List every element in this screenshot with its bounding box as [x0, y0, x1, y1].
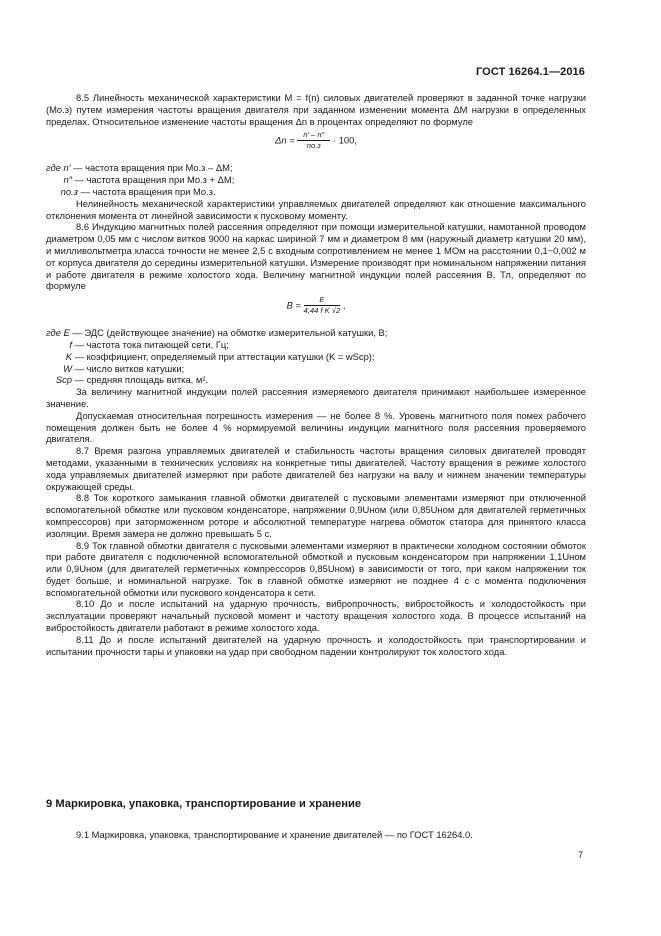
formula-delta-n — [46, 130, 586, 158]
body-text — [46, 92, 586, 657]
formula-lhs: B = — [286, 299, 301, 311]
definition-item — [46, 339, 586, 351]
definition-text: — частота вращения при Mо.з + ΔM; — [72, 174, 235, 186]
paragraph-8-10: 8.10 До и после испытаний на ударную прочность, вибропрочность, вибростойкость и холодостойкость при эксплуатации проверяют начальный пусковой момент и частоту вращения холостого хода. В процессе испытаний на вибростойкость двигатели работают в режиме холостого хода. — [46, 598, 586, 634]
formula-fraction — [297, 130, 330, 151]
paragraph-8-5: 8.5 Линейность механической характеристики M = f(n) силовых двигателей проверяют в заданной точке нагрузки (Mо.з) путем измерения частоты вращения двигателя при заданном изменении момента ΔM нагрузки в определенных пределах. Относительное изменение частоты вращения Δn в процентах определяют по формуле — [46, 92, 586, 127]
paragraph-max-value: За величину магнитной индукции полей рассеяния измеряемого двигателя принимают наибольшее измеренное значение. — [46, 386, 586, 409]
definitions-2 — [46, 327, 586, 386]
paragraph-nonlinearity: Нелинейность механической характеристики управляемых двигателей определяют как отношение максимального отклонения момента от линейной зависимости к пусковому моменту. — [46, 197, 586, 221]
definition-symbol: K — [65, 350, 72, 362]
definition-symbol: W — [63, 362, 72, 374]
definition-symbol: n″ — [63, 174, 72, 186]
document-header: ГОСТ 16264.1—2016 — [475, 66, 585, 78]
paragraph-8-11: 8.11 До и после испытаний двигателей на ударную прочность и холодостойкость при транспортировании и испытании прочности тары и упаковки на удар при свободном падении контролируют ток холостого хода. — [46, 633, 586, 657]
definition-text: — ЭДС (действующее значение) на обмотке измерительной катушки, В; — [69, 327, 388, 339]
paragraph-9-1: 9.1 Маркировка, упаковка, транспортирование и хранение двигателей — по ГОСТ 16264.0. — [76, 829, 473, 840]
definition-item — [46, 174, 586, 186]
definition-text: — частота тока питающей сети, Гц; — [72, 338, 229, 350]
formula-fraction — [304, 295, 341, 316]
definition-item — [46, 186, 586, 198]
definition-symbol: где E — [46, 327, 70, 339]
definition-item — [46, 363, 586, 375]
page-number: 7 — [578, 850, 584, 860]
formula-denominator: nо.з — [306, 141, 321, 151]
formula-numerator: n′ – n″ — [297, 130, 330, 141]
paragraph-error: Допускаемая относительная погрешность измерения — не более 8 %. Уровень магнитного поля помех рабочего помещения должен быть не более 4 % нормируемой величины индукции магнитного поля рассеяния проверяемого двигателя. — [46, 409, 586, 445]
formula-rhs: , — [342, 299, 346, 311]
definition-text: — частота вращения при Mо.з. — [78, 185, 216, 197]
paragraph-8-9: 8.9 Ток главной обмотки двигателя с пусковыми элементами измеряют в практически холодном состоянии обмоток при работе двигателя с подключенной вспомогательной обмоткой и пусковым конденсатором при напряжении 1,1Uном или 0,9Uном (для двигателей герметичных компрессоров 0,85Uном) в зависимости от того, при каком напряжении ток будет больше, и номинальной нагрузке. Ток в главной обмотке измеряют не позднее 4 с с момента подключения вспомогательной обмотки или пускового конденсатора к сети. — [46, 539, 586, 598]
paragraph-8-8: 8.8 Ток короткого замыкания главной обмотки двигателей с пусковыми элементами измеряют при отключенной вспомогательной обмотке или пусковом конденсаторе, напряжении 0,9Uном (или 0,85Uном для двигателей герметичных компрессоров) при заторможенном роторе и абсолютной температуре нагрева обмоток статора для принятого класса изоляции. Время замера не должно превышать 5 с. — [46, 492, 586, 539]
paragraph-8-7: 8.7 Время разгона управляемых двигателей и стабильность частоты вращения силовых двигателей проводят методами, указанными в технических условиях на конкретные типы двигателей. Частоту вращения в режиме холостого хода управляемых двигателей измеряют при работе двигателей без нагрузки на валу и нижнем значении температуры окружающей среды. — [46, 445, 586, 492]
formula-numerator: E — [304, 295, 341, 306]
definition-item — [46, 327, 586, 339]
definition-text: — коэффициент, определяемый при аттестации катушки (K = wSср); — [72, 350, 375, 362]
formula-b — [46, 295, 586, 323]
definitions-1 — [46, 162, 586, 197]
definition-text: — частота вращения при Mо.з – ΔM; — [70, 162, 233, 174]
formula-denominator: 4,44 f K √2 — [303, 306, 341, 316]
formula-rhs: · 100, — [332, 134, 357, 146]
definition-symbol: nо.з — [60, 185, 78, 197]
section-9-heading: 9 Маркировка, упаковка, транспортирование и хранение — [46, 798, 362, 810]
definition-item — [46, 374, 586, 386]
paragraph-8-6: 8.6 Индукцию магнитных полей рассеяния определяют при помощи измерительной катушки, намотанной проводом диаметром 0,05 мм с числом витков 9000 на каркас шириной 7 мм и диаметром 8 мм (наружный диаметр катушки 20 мм), и милливольтметра класса точности не менее 2,5 с входным сопротивлением не менее 1 МОм на расстоянии 0,1−0,002 м от корпуса двигателя до середины измерительной катушки. Измерение производят при номинальном напряжении питания и работе двигателя в режиме холостого хода. Величину магнитной индукции полей рассеяния B, Тл, определяют по формуле — [46, 221, 586, 292]
definition-text: — число витков катушки; — [72, 362, 185, 374]
definition-symbol: где n′ — [46, 162, 71, 174]
definition-symbol: Sср — [55, 374, 72, 386]
definition-item — [46, 162, 586, 174]
definition-symbol: f — [69, 338, 72, 350]
definition-item — [46, 351, 586, 363]
formula-lhs: Δn = — [275, 134, 295, 146]
definition-text: — средняя площадь витка, м². — [72, 374, 209, 386]
